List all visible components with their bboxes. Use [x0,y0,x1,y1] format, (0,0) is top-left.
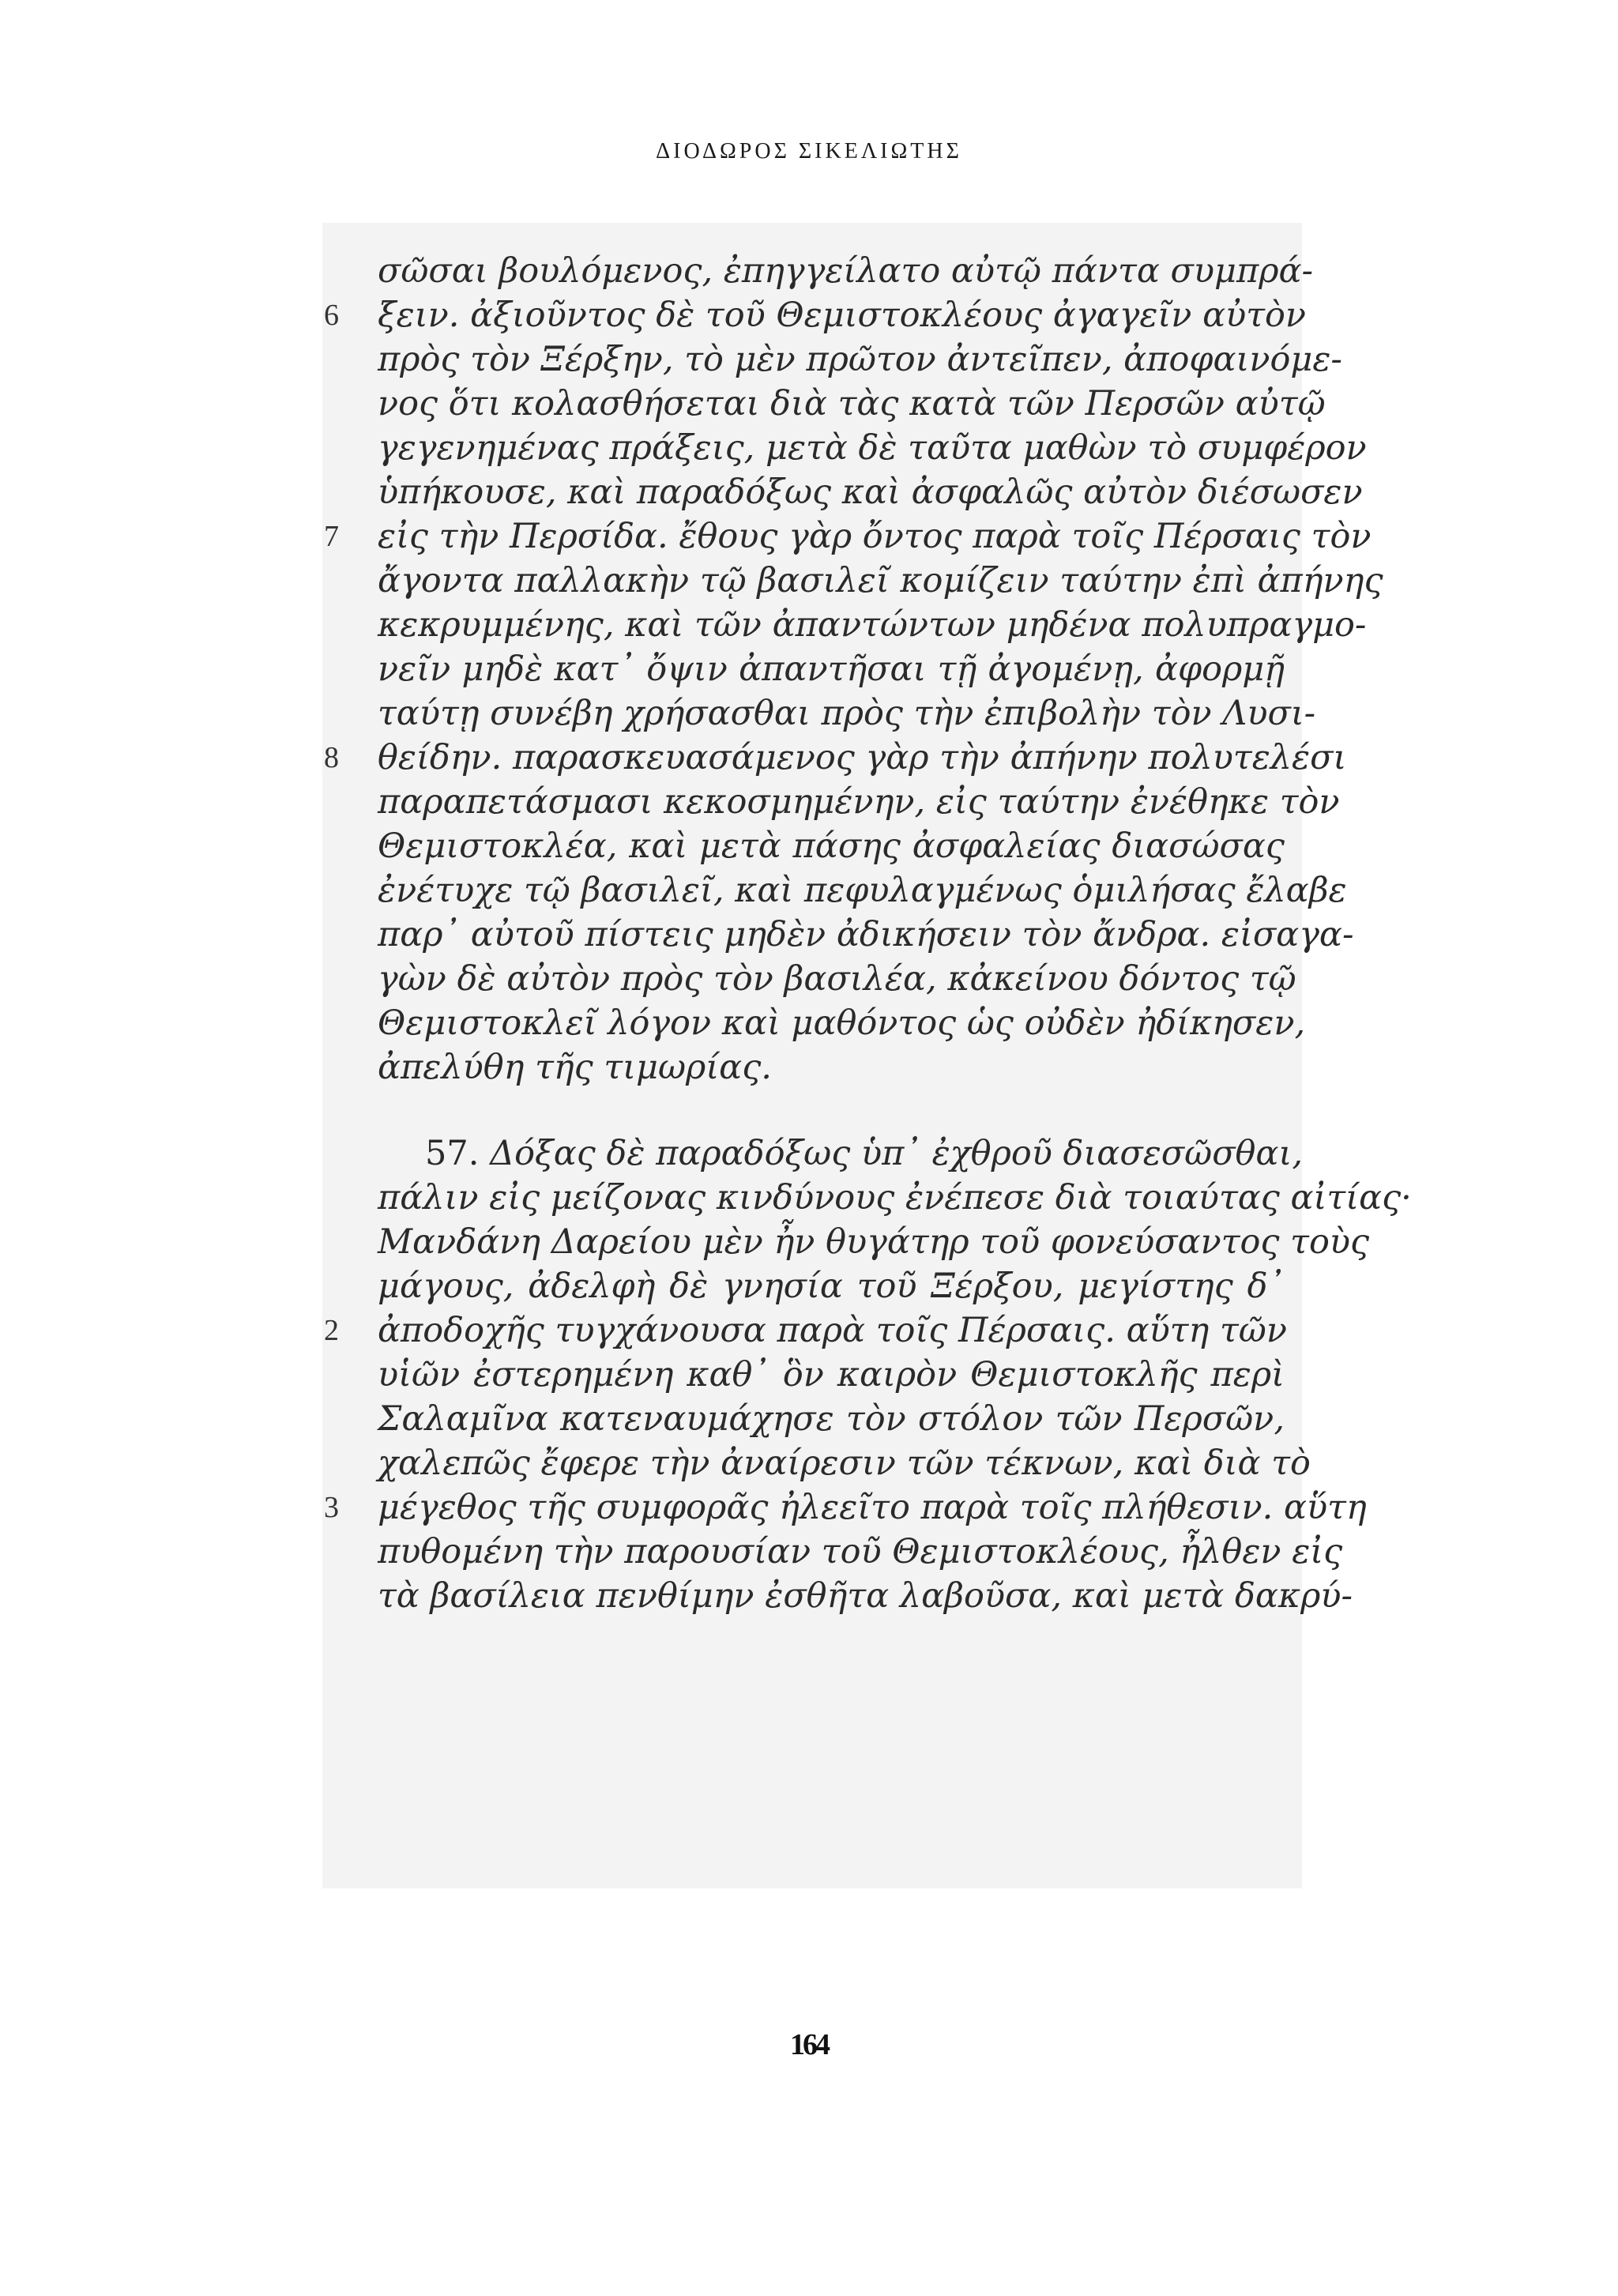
margin-number: 8 [324,741,339,774]
text-line: ἄγοντα παλλακὴν τῷ βασιλεῖ κομίζειν ταύτην ἐπὶ ἀπήνης [378,561,1383,600]
text-line: κεκρυμμένης, καὶ τῶν ἀπαντώντων μηδένα πολυπραγμο- [378,605,1367,645]
text-line: Θεμιστοκλέα, καὶ μετὰ πάσης ἀσφαλείας διασώσας [378,826,1285,866]
page-number: 164 [790,2028,828,2061]
text-line: ὑπήκουσε, καὶ παραδόξως καὶ ἀσφαλῶς αὐτὸν διέσωσεν [378,472,1363,512]
text-line: γεγενημένας πράξεις, μετὰ δὲ ταῦτα μαθὼν τὸ συμφέρον [378,428,1367,468]
text-line: μάγους, ἀδελφὴ δὲ γνησία τοῦ Ξέρξου, μεγίστης δ᾽ [378,1267,1285,1306]
section-first-line [378,1129,1303,1178]
text-line: χαλεπῶς ἔφερε τὴν ἀναίρεσιν τῶν τέκνων, καὶ διὰ τὸ [378,1443,1311,1483]
text-line: πυθομένη τὴν παρουσίαν τοῦ Θεμιστοκλέους, ἦλθεν εἰς [378,1532,1343,1571]
margin-number: 7 [324,520,339,553]
text-line: τὰ βασίλεια πενθίμην ἐσθῆτα λαβοῦσα, καὶ μετὰ δακρύ- [378,1576,1353,1616]
text-line: Σαλαμῖνα κατεναυμάχησε τὸν στόλον τῶν Περσῶν, [378,1399,1285,1439]
running-head: ΔΙΟΔΩΡΟΣ ΣΙΚΕΛΙΩΤΗΣ [656,139,962,164]
text-line: θείδην. παρασκευασάμενος γὰρ τὴν ἀπήνην πολυτελέσι [378,738,1347,777]
text-line: ἐνέτυχε τῷ βασιλεῖ, καὶ πεφυλαγμένως ὁμιλήσας ἔλαβε [378,871,1347,910]
text-line: νεῖν μηδὲ κατ᾽ ὄψιν ἀπαντῆσαι τῇ ἀγομένῃ, ἀφορμῇ [378,649,1285,689]
text-line: Δόξας δὲ παραδόξως ὑπ᾽ ἐχθροῦ διασεσῶσθαι, [490,1134,1303,1173]
text-line: ξειν. ἀξιοῦντος δὲ τοῦ Θεμιστοκλέους ἀγαγεῖν αὐτὸν [378,295,1307,335]
text-line: υἱῶν ἐστερημένη καθ᾽ ὃν καιρὸν Θεμιστοκλῆς περὶ [378,1355,1285,1395]
text-line: μέγεθος τῆς συμφορᾶς ἠλεεῖτο παρὰ τοῖς πλήθεσιν. αὕτη [378,1488,1367,1527]
text-line: νος ὅτι κολασθήσεται διὰ τὰς κατὰ τῶν Περσῶν αὐτῷ [378,384,1326,423]
text-line: σῶσαι βουλόμενος, ἐπηγγείλατο αὐτῷ πάντα συμπρά- [378,251,1314,291]
margin-number: 6 [324,299,339,332]
text-line: παραπετάσμασι κεκοσμημένην, εἰς ταύτην ἐνέθηκε τὸν [378,782,1340,822]
text-line: Μανδάνη Δαρείου μὲν ἦν θυγάτηρ τοῦ φονεύσαντος τοὺς [378,1222,1370,1262]
text-line: εἰς τὴν Περσίδα. ἔθους γὰρ ὄντος παρὰ τοῖς Πέρσαις τὸν [378,517,1372,556]
margin-number: 3 [324,1491,339,1524]
text-line: παρ᾽ αὐτοῦ πίστεις μηδὲν ἀδικήσειν τὸν ἄνδρα. εἰσαγα- [378,915,1354,954]
text-line: πάλιν εἰς μείζονας κινδύνους ἐνέπεσε διὰ τοιαύτας αἰτίας· [378,1178,1412,1218]
text-line: Θεμιστοκλεῖ λόγον καὶ μαθόντος ὡς οὐδὲν ἠδίκησεν, [378,1003,1306,1043]
section-number: 57. [425,1134,480,1173]
margin-number: 2 [324,1314,339,1347]
text-line: ἀπελύθη τῆς τιμωρίας. [378,1048,772,1087]
text-line: ἀποδοχῆς τυγχάνουσα παρὰ τοῖς Πέρσαις. αὕτη τῶν [378,1311,1287,1350]
text-line: γὼν δὲ αὐτὸν πρὸς τὸν βασιλέα, κἀκείνου δόντος τῷ [378,959,1296,999]
text-line: ταύτῃ συνέβη χρήσασθαι πρὸς τὴν ἐπιβολὴν τὸν Λυσι- [378,694,1316,733]
text-line: πρὸς τὸν Ξέρξην, τὸ μὲν πρῶτον ἀντεῖπεν, ἀποφαινόμε- [378,340,1342,379]
